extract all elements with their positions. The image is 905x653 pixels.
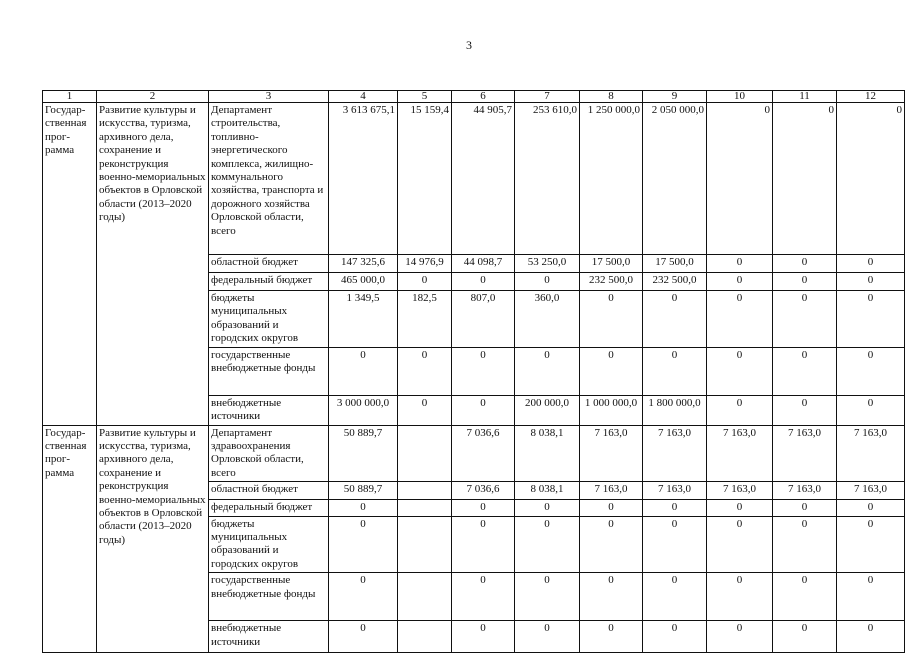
value-cell: 0: [837, 395, 905, 425]
value-cell: 2 050 000,0: [643, 103, 707, 255]
value-cell: 0: [452, 273, 515, 291]
value-cell: 360,0: [515, 291, 580, 348]
value-cell: 0: [707, 573, 773, 621]
column-number: 6: [452, 91, 515, 103]
value-cell: 0: [329, 516, 398, 573]
value-cell: 7 163,0: [580, 425, 643, 482]
page-number: 3: [466, 38, 472, 52]
column-number: 11: [773, 91, 837, 103]
value-cell: [398, 425, 452, 482]
value-cell: 50 889,7: [329, 482, 398, 500]
value-cell: 7 036,6: [452, 482, 515, 500]
value-cell: 0: [707, 255, 773, 273]
value-cell: 1 250 000,0: [580, 103, 643, 255]
column-number: 4: [329, 91, 398, 103]
program-name-cell: Развитие культуры и искусства, туризма, архивного дела, сохранение и реконструкция военно-мемориальных объектов в Орловской области (2013–2020 годы): [97, 425, 209, 653]
value-cell: 7 163,0: [837, 425, 905, 482]
funding-source-cell: федеральный бюджет: [209, 500, 329, 516]
value-cell: 0: [580, 347, 643, 395]
value-cell: 7 036,6: [452, 425, 515, 482]
value-cell: 0: [580, 516, 643, 573]
value-cell: 0: [837, 621, 905, 653]
value-cell: 182,5: [398, 291, 452, 348]
table-row: [43, 103, 905, 255]
funding-source-cell: Департамент строительства, топливно-энергетического комплекса, жилищно-коммунального хозяйства, транспорта и дорожного хозяйства Орловской области, всего: [209, 103, 329, 255]
value-cell: 0: [580, 500, 643, 516]
value-cell: 0: [452, 573, 515, 621]
funding-source-cell: бюджеты муниципальных образований и городских округов: [209, 516, 329, 573]
column-number: 5: [398, 91, 452, 103]
value-cell: [398, 500, 452, 516]
value-cell: 0: [707, 516, 773, 573]
value-cell: 0: [452, 347, 515, 395]
value-cell: 0: [643, 500, 707, 516]
value-cell: 7 163,0: [643, 425, 707, 482]
value-cell: 0: [773, 500, 837, 516]
value-cell: 232 500,0: [580, 273, 643, 291]
value-cell: 7 163,0: [707, 482, 773, 500]
value-cell: 0: [398, 347, 452, 395]
column-number: 1: [43, 91, 97, 103]
value-cell: 17 500,0: [643, 255, 707, 273]
value-cell: 0: [707, 273, 773, 291]
value-cell: 0: [707, 347, 773, 395]
value-cell: [398, 573, 452, 621]
value-cell: [398, 621, 452, 653]
value-cell: 0: [452, 516, 515, 573]
value-cell: 0: [643, 516, 707, 573]
funding-source-cell: Департамент здравоохранения Орловской области, всего: [209, 425, 329, 482]
value-cell: 7 163,0: [643, 482, 707, 500]
value-cell: 0: [773, 621, 837, 653]
value-cell: 0: [643, 621, 707, 653]
value-cell: 0: [515, 347, 580, 395]
value-cell: 0: [773, 516, 837, 573]
funding-source-cell: государственные внебюджетные фонды: [209, 573, 329, 621]
value-cell: 1 800 000,0: [643, 395, 707, 425]
value-cell: 7 163,0: [580, 482, 643, 500]
value-cell: 0: [329, 347, 398, 395]
value-cell: 50 889,7: [329, 425, 398, 482]
value-cell: 0: [398, 395, 452, 425]
value-cell: 0: [837, 273, 905, 291]
value-cell: 807,0: [452, 291, 515, 348]
header-row: [43, 91, 905, 103]
value-cell: 0: [515, 621, 580, 653]
value-cell: 7 163,0: [773, 425, 837, 482]
value-cell: 1 000 000,0: [580, 395, 643, 425]
value-cell: 3 613 675,1: [329, 103, 398, 255]
value-cell: 232 500,0: [643, 273, 707, 291]
value-cell: 0: [452, 500, 515, 516]
value-cell: 7 163,0: [707, 425, 773, 482]
value-cell: 0: [580, 291, 643, 348]
value-cell: 17 500,0: [580, 255, 643, 273]
value-cell: 1 349,5: [329, 291, 398, 348]
value-cell: 15 159,4: [398, 103, 452, 255]
value-cell: 0: [515, 516, 580, 573]
value-cell: 0: [837, 291, 905, 348]
value-cell: 14 976,9: [398, 255, 452, 273]
value-cell: 0: [515, 273, 580, 291]
column-number: 9: [643, 91, 707, 103]
funding-source-cell: внебюджетные источники: [209, 621, 329, 653]
value-cell: 0: [452, 621, 515, 653]
value-cell: 0: [837, 573, 905, 621]
value-cell: 0: [707, 103, 773, 255]
value-cell: 0: [329, 500, 398, 516]
value-cell: 0: [837, 103, 905, 255]
value-cell: 0: [329, 573, 398, 621]
column-number: 8: [580, 91, 643, 103]
value-cell: 0: [707, 621, 773, 653]
funding-source-cell: федеральный бюджет: [209, 273, 329, 291]
value-cell: 0: [707, 291, 773, 348]
value-cell: 0: [837, 347, 905, 395]
value-cell: 0: [707, 395, 773, 425]
value-cell: 44 098,7: [452, 255, 515, 273]
value-cell: 0: [773, 103, 837, 255]
program-type-cell: Государ-ственная прог-рамма: [43, 103, 97, 426]
program-type-cell: Государ-ственная прог-рамма: [43, 425, 97, 653]
value-cell: 465 000,0: [329, 273, 398, 291]
value-cell: 147 325,6: [329, 255, 398, 273]
value-cell: [398, 482, 452, 500]
value-cell: 0: [773, 347, 837, 395]
funding-source-cell: областной бюджет: [209, 482, 329, 500]
value-cell: 7 163,0: [773, 482, 837, 500]
value-cell: 0: [837, 255, 905, 273]
value-cell: 0: [643, 291, 707, 348]
value-cell: 0: [643, 347, 707, 395]
funding-source-cell: государственные внебюджетные фонды: [209, 347, 329, 395]
value-cell: 0: [580, 621, 643, 653]
value-cell: 44 905,7: [452, 103, 515, 255]
funding-source-cell: бюджеты муниципальных образований и городских округов: [209, 291, 329, 348]
value-cell: 0: [773, 255, 837, 273]
funding-source-cell: внебюджетные источники: [209, 395, 329, 425]
value-cell: 8 038,1: [515, 425, 580, 482]
value-cell: 0: [329, 621, 398, 653]
value-cell: 253 610,0: [515, 103, 580, 255]
value-cell: 7 163,0: [837, 482, 905, 500]
value-cell: 0: [643, 573, 707, 621]
column-number: 12: [837, 91, 905, 103]
value-cell: 0: [773, 273, 837, 291]
value-cell: 0: [452, 395, 515, 425]
column-number: 2: [97, 91, 209, 103]
value-cell: 0: [837, 516, 905, 573]
value-cell: 3 000 000,0: [329, 395, 398, 425]
value-cell: 0: [515, 573, 580, 621]
budget-table: [42, 90, 905, 653]
value-cell: 8 038,1: [515, 482, 580, 500]
column-number: 10: [707, 91, 773, 103]
value-cell: 0: [580, 573, 643, 621]
table-row: [43, 425, 905, 482]
value-cell: 0: [707, 500, 773, 516]
value-cell: 0: [773, 395, 837, 425]
funding-source-cell: областной бюджет: [209, 255, 329, 273]
value-cell: 0: [837, 500, 905, 516]
value-cell: [398, 516, 452, 573]
value-cell: 200 000,0: [515, 395, 580, 425]
value-cell: 53 250,0: [515, 255, 580, 273]
value-cell: 0: [515, 500, 580, 516]
program-name-cell: Развитие культуры и искусства, туризма, архивного дела, сохранение и реконструкция военно-мемориальных объектов в Орловской области (2013–2020 годы): [97, 103, 209, 426]
value-cell: 0: [773, 291, 837, 348]
value-cell: 0: [398, 273, 452, 291]
column-number: 7: [515, 91, 580, 103]
column-number: 3: [209, 91, 329, 103]
value-cell: 0: [773, 573, 837, 621]
